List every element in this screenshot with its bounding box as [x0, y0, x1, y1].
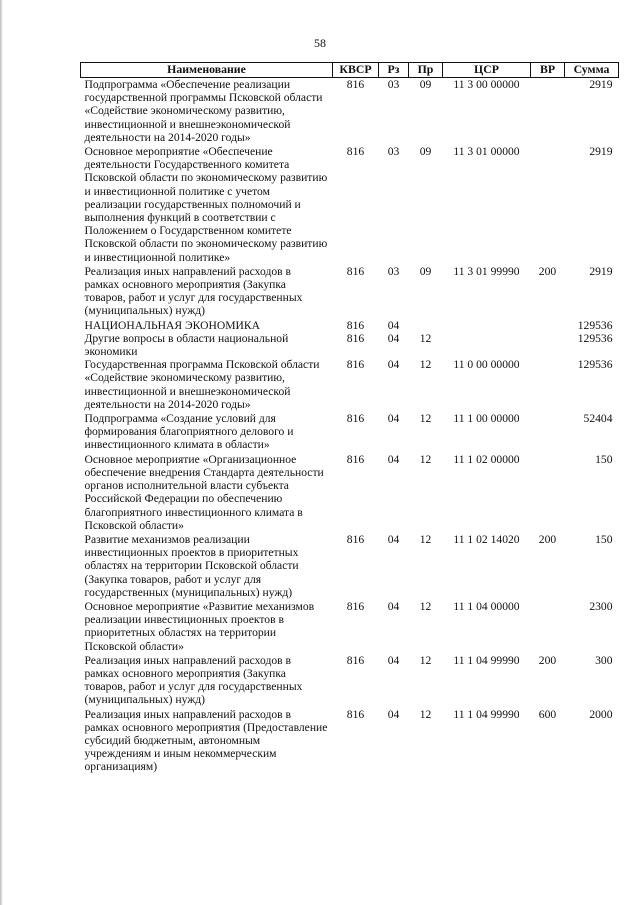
table-row [81, 78, 619, 146]
row-pr: 12 [419, 707, 432, 721]
table-row [81, 358, 619, 412]
table-row [81, 708, 619, 774]
row-kvsr: 816 [346, 358, 365, 372]
row-csr: 11 3 01 00000 [453, 145, 520, 159]
row-vr [531, 332, 565, 358]
row-pr: 09 [419, 78, 432, 91]
table-row [81, 600, 619, 654]
row-name: НАЦИОНАЛЬНАЯ ЭКОНОМИКА [84, 318, 261, 332]
table-row [81, 145, 619, 265]
row-pr: 12 [419, 599, 432, 613]
row-sum: 52404 [583, 412, 613, 426]
table-row [81, 453, 619, 533]
row-vr: 200 [538, 264, 557, 278]
row-sum: 300 [595, 653, 613, 667]
row-sum: 2919 [589, 264, 613, 278]
row-pr: 12 [419, 412, 432, 426]
row-csr: 11 1 00 00000 [453, 412, 520, 426]
row-rz: 03 [387, 78, 400, 91]
row-csr: 11 0 00 00000 [453, 358, 520, 372]
row-name: Реализация иных направлений расходов в рамках основного мероприятия (Закупка товаров, работ и услуг для государственных (муниципальных) нужд) [84, 264, 303, 318]
row-vr [531, 358, 565, 412]
header-sum: Сумма [565, 63, 619, 78]
row-pr: 09 [419, 264, 432, 278]
table-row [81, 533, 619, 600]
row-vr [531, 78, 565, 146]
header-rz: Рз [379, 63, 409, 78]
row-kvsr: 816 [346, 653, 365, 667]
row-csr: 11 1 02 14020 [453, 532, 520, 546]
row-name: Основное мероприятие «Обеспечение деятельности Государственного комитета Псковской области по экономическому развитию и инвестиционной политике с учетом реализации государственных полномочий и выполнения функций в соответствии с Положением о Государственном комитете Псковской области по экономическому развитию и инвестиционной политике» [84, 145, 328, 264]
row-name: Развитие механизмов реализации инвестиционных проектов в приоритетных областях на территории Псковской области (Закупка товаров, работ и услуг для государственных (муниципальных) нужд) [84, 532, 299, 599]
table-row [81, 412, 619, 453]
row-rz: 04 [387, 653, 400, 667]
row-vr: 600 [538, 707, 557, 721]
row-pr: 12 [419, 532, 432, 546]
row-kvsr: 816 [346, 264, 365, 278]
row-name: Основное мероприятие «Организационное обеспечение внедрения Стандарта деятельности органов исполнительной власти субъекта Российской Федерации по обеспечению благоприятного инвестиционного климата в Псковской области» [84, 452, 324, 532]
row-rz: 04 [387, 331, 400, 345]
row-vr [531, 453, 565, 533]
header-pr: Пр [409, 63, 443, 78]
table-row [81, 265, 619, 319]
header-csr: ЦСР [443, 63, 531, 78]
row-kvsr: 816 [346, 707, 365, 721]
page-number: 58 [314, 36, 326, 50]
row-pr: 12 [419, 358, 432, 372]
row-name: Основное мероприятие «Развитие механизмов реализации инвестиционных проектов в приоритетных областях на территории Псковской области» [84, 599, 315, 653]
row-pr [409, 319, 443, 332]
row-vr [531, 600, 565, 654]
row-sum: 2919 [589, 78, 613, 91]
row-kvsr: 816 [346, 318, 365, 332]
row-name: Подпрограмма «Обеспечение реализации государственной программы Псковской области «Содействие экономическому развитию, инвестиционной и внешнеэкономической деятельности на 2014-2020 годы» [84, 78, 323, 144]
row-name: Другие вопросы в области национальной экономики [84, 331, 289, 359]
row-pr: 12 [419, 452, 432, 466]
row-rz: 03 [387, 264, 400, 278]
row-sum: 2000 [589, 707, 613, 721]
row-kvsr: 816 [346, 412, 365, 426]
row-name: Реализация иных направлений расходов в рамках основного мероприятия (Закупка товаров, работ и услуг для государственных (муниципальных) нужд) [84, 653, 303, 707]
row-rz: 04 [387, 599, 400, 613]
header-kvsr: КВСР [333, 63, 379, 78]
row-kvsr: 816 [346, 331, 365, 345]
header-name: Наименование [81, 63, 333, 78]
row-name: Подпрограмма «Создание условий для формирования благоприятного делового и инвестиционного климата в области» [84, 412, 294, 452]
row-csr: 11 1 04 99990 [453, 707, 520, 721]
row-rz: 04 [387, 707, 400, 721]
row-name: Государственная программа Псковской области «Содействие экономическому развитию, инвестиционной и внешнеэкономической деятельности на 2014-2020 годы» [84, 358, 320, 411]
row-vr: 200 [538, 653, 557, 667]
row-kvsr: 816 [346, 532, 365, 546]
row-sum: 150 [595, 452, 613, 466]
table-header-row [81, 63, 619, 78]
table-row [81, 332, 619, 358]
row-csr [443, 319, 531, 332]
row-vr [531, 319, 565, 332]
row-sum: 129536 [577, 358, 613, 372]
row-kvsr: 816 [346, 78, 365, 91]
row-rz: 04 [387, 358, 400, 372]
row-sum: 129536 [577, 318, 613, 332]
scan-edge [0, 0, 3, 905]
row-sum: 2919 [589, 145, 613, 159]
row-rz: 04 [387, 412, 400, 426]
row-rz: 04 [387, 452, 400, 466]
row-vr: 200 [538, 532, 557, 546]
row-pr: 12 [419, 653, 432, 667]
row-csr: 11 1 04 00000 [453, 599, 520, 613]
row-kvsr: 816 [346, 452, 365, 466]
row-csr: 11 3 01 99990 [453, 264, 520, 278]
row-sum: 150 [595, 532, 613, 546]
row-name: Реализация иных направлений расходов в рамках основного мероприятия (Предоставление субсидий бюджетным, автономным учреждениям и иным некоммерческим организациям) [84, 707, 328, 774]
row-pr: 12 [419, 331, 432, 345]
row-rz: 03 [387, 145, 400, 159]
row-csr: 11 1 02 00000 [453, 452, 520, 466]
row-rz: 04 [387, 532, 400, 546]
row-sum: 2300 [589, 599, 613, 613]
row-rz: 04 [387, 318, 400, 332]
row-csr: 11 1 04 99990 [453, 653, 520, 667]
table-row [81, 319, 619, 332]
row-csr [443, 332, 531, 358]
row-kvsr: 816 [346, 599, 365, 613]
row-kvsr: 816 [346, 145, 365, 159]
row-csr: 11 3 00 00000 [453, 78, 520, 91]
table-row [81, 654, 619, 708]
row-vr [531, 412, 565, 453]
row-vr [531, 145, 565, 265]
budget-table [80, 62, 619, 774]
row-sum: 129536 [577, 331, 613, 345]
row-pr: 09 [419, 145, 432, 159]
header-vr: ВР [531, 63, 565, 78]
